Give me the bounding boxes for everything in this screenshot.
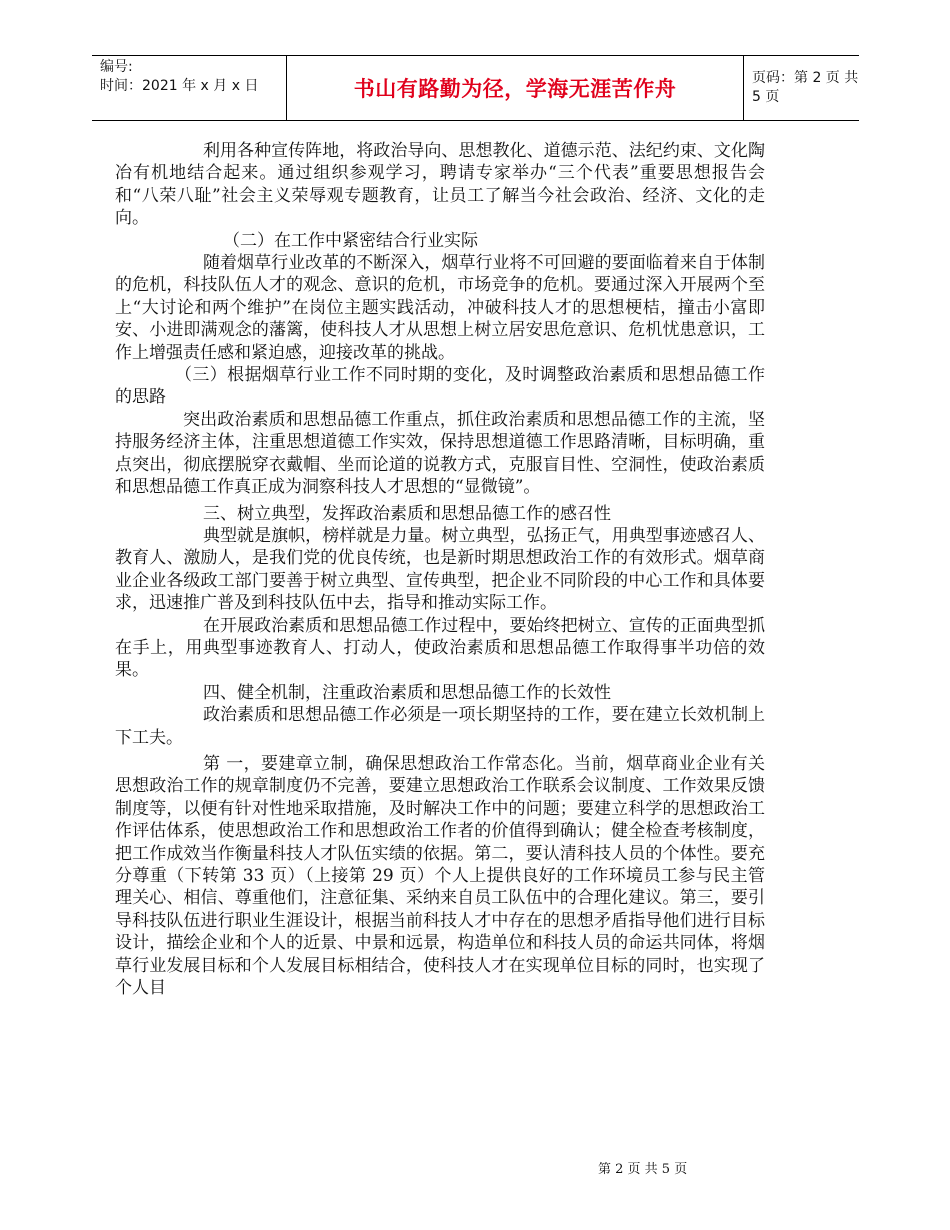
document-number-label: 编号: [100, 59, 133, 75]
section-heading: （二）在工作中紧密结合行业实际 [223, 230, 478, 251]
section-heading: （三）根据烟草行业工作不同时期的变化，及时调整政治素质和思想品德工作的思路 [115, 365, 765, 408]
header-page-number: 页码：第 2 页 共 5 页 [752, 70, 859, 105]
section-heading: 三、树立典型，发挥政治素质和思想品德工作的感召性 [203, 503, 611, 524]
body-paragraph: 突出政治素质和思想品德工作重点，抓住政治素质和思想品德工作的主流，坚持服务经济主体，注重思想道德工作实效，保持思想道德工作思路清晰，目标明确，重点突出，彻底摆脱穿衣戴帽、坐而论道的说教方式，克服盲目性、空洞性，使政治素质和思想品德工作真正成为洞察科技人才思想的“显微镜”。 [115, 409, 765, 498]
body-paragraph: 第 一，要建章立制，确保思想政治工作常态化。当前，烟草商业企业有关思想政治工作的规章制度仍不完善，要建立思想政治工作联系会议制度、工作效果反馈制度等，以便有针对性地采取措施，及时解决工作中的问题；要建立科学的思想政治工作评估体系，使思想政治工作和思想政治工作者的价值得到确认；健全检查考核制度，把工作成效当作衡量科技人才队伍实绩的依据。第二，要认清科技人员的个体性。要充分尊重（下转第 33 页）（上接第 29 页）个人上提供良好的工作环境员工参与民主管理关心、相信、尊重他们，注意征集、采纳来自员工队伍中的合理化建议。第三，要引导科技队伍进行职业生涯设计，根据当前科技人才中存在的思想矛盾指导他们进行目标设计，描绘企业和个人的近景、中景和远景，构造单位和科技人员的命运共同体，将烟草行业发展目标和个人发展目标相结合，使科技人才在实现单位目标的同时，也实现了个人目 [115, 753, 765, 999]
body-paragraph: 利用各种宣传阵地，将政治导向、思想教化、道德示范、法纪约束、文化陶冶有机地结合起来。通过组织参观学习，聘请专家举办“三个代表”重要思想报告会和“八荣八耻”社会主义荣辱观专题教育，让员工了解当今社会政治、经济、文化的走向。 [115, 141, 765, 229]
header-motto: 书山有路勤为径，学海无涯苦作舟 [353, 77, 677, 101]
body-paragraph: 随着烟草行业改革的不断深入，烟草行业将不可回避的要面临着来自于体制的危机，科技队伍人才的观念、意识的危机，市场竞争的危机。要通过深入开展两个至上“大讨论和两个维护”在岗位主题实践活动，冲破科技人才的思想梗桔，撞击小富即安、小进即满观念的藩篱，使科技人才从思想上树立居安思危意识、危机忧患意识，工作上增强责任感和紧迫感，迎接改革的挑战。 [115, 253, 765, 363]
header-page-cell [744, 56, 859, 120]
section-heading: 四、健全机制，注重政治素质和思想品德工作的长效性 [203, 682, 611, 703]
body-paragraph: 典型就是旗帜，榜样就是力量。树立典型，弘扬正气，用典型事迹感召人、教育人、激励人，是我们党的优良传统，也是新时期思想政治工作的有效形式。烟草商业企业各级政工部门要善于树立典型、宣传典型，把企业不同阶段的中心工作和具体要求，迅速推广普及到科技队伍中去，指导和推动实际工作。 [115, 525, 765, 614]
header-meta [92, 56, 286, 120]
document-date-label: 时间：2021 年 x 月 x 日 [100, 78, 259, 94]
page-header [92, 55, 859, 121]
page-footer: 第 2 页 共 5 页 [598, 1162, 688, 1177]
document-body [115, 140, 765, 999]
body-paragraph: 政治素质和思想品德工作必须是一项长期坚持的工作，要在建立长效机制上下工夫。 [115, 705, 765, 748]
body-paragraph: 在开展政治素质和思想品德工作过程中，要始终把树立、宣传的正面典型抓在手上，用典型事迹教育人、打动人，使政治素质和思想品德工作取得事半功倍的效果。 [115, 615, 765, 681]
header-motto-cell [286, 56, 744, 120]
